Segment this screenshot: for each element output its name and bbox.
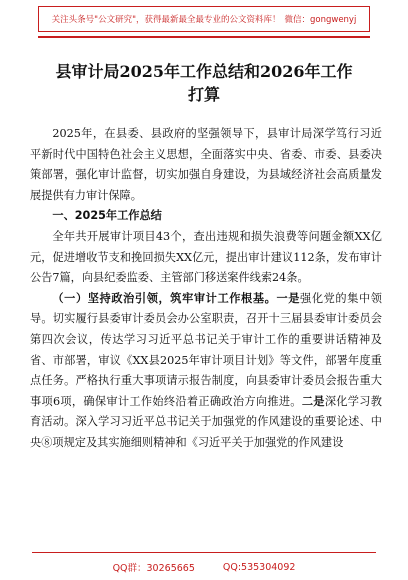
subsection-paragraph-1	[30, 289, 382, 454]
subsection-text-2: 深化学习教育活动。深入学习习近平总书记关于加强党的作风建设的重要论述、中央⑧项规定及其实施细则精神和《习近平关于加强党的作风建设	[30, 394, 382, 449]
lead-marker-2: 二是	[301, 394, 325, 408]
footer-qq-group: QQ群：30265665	[112, 563, 195, 574]
title-line-2: 打算	[187, 85, 220, 104]
footer-divider	[32, 552, 376, 553]
subsection-text-1: 强化党的集中领导。切实履行县委审计委员会办公室职责，召开十三届县委审计委员会第四次会议，传达学习习近平总书记关于审计工作的重要讲话精神及省、市部署，审议《XX县2025年审计项目计划》等文件，部署年度重点任务。严格执行重大事项请示报告制度，向县委审计委员会报告重大事项6项，确保审计工作始终沿着正确政治方向推进。	[30, 291, 382, 408]
banner-divider	[38, 36, 370, 38]
banner-wechat: 微信：gongwenyj	[284, 15, 357, 25]
footer	[0, 556, 408, 578]
subsection-heading-1: （一）坚持政治引领，筑牢审计工作根基。	[52, 291, 277, 305]
promo-banner	[38, 6, 370, 32]
intro-paragraph: 2025年，在县委、县政府的坚强领导下，县审计局深学笃行习近平新时代中国特色社会主义思想，全面落实中央、省委、市委、县委决策部署，强化审计监督，切实加强自身建设，为县域经济社会高质量发展提供有力审计保障。	[30, 127, 382, 202]
banner-text: 关注头条号"公文研究"，获得最新最全最专业的公文资料库！	[51, 15, 281, 25]
title-line-1: 县审计局2025年工作总结和2026年工作	[55, 62, 353, 81]
document-title	[40, 60, 368, 106]
summary-paragraph: 全年共开展审计项目43个，查出违规和损失浪费等问题金额XX亿元，促进增收节支和挽回损失XX亿元，提出审计建议112条，发布审计公告7篇，向县纪委监委、主管部门移送案件线索24条。	[30, 229, 382, 285]
section-heading-1: 一、2025年工作总结	[52, 209, 162, 223]
lead-marker-1: 一是	[276, 291, 301, 305]
document-body	[30, 124, 382, 454]
footer-qq: QQ:535304092	[222, 561, 296, 573]
